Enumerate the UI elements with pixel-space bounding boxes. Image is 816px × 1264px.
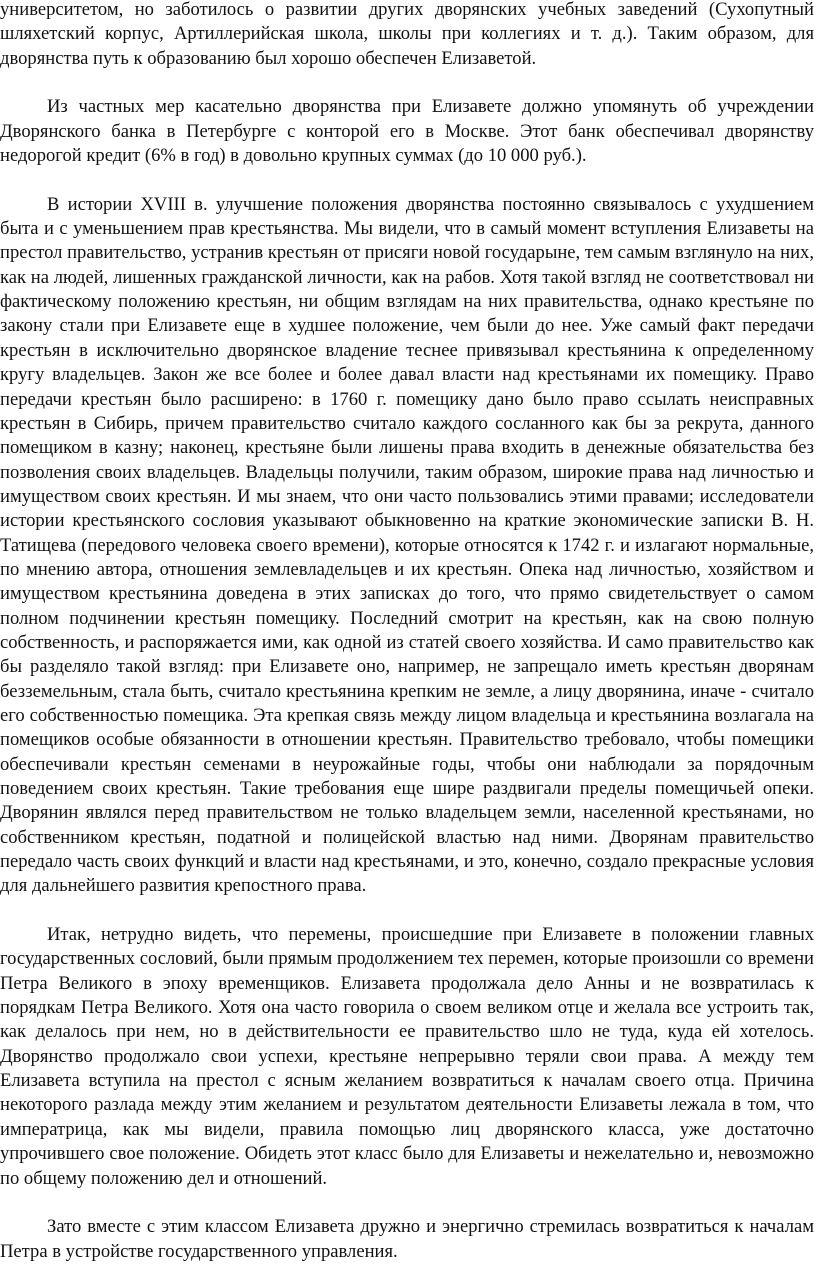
paragraph-peasantry: В истории XVIII в. улучшение положения дворянства постоянно связывалось с ухудшением быта и с уменьшением прав крестьянства. Мы видели, что в самый момент вступления Елизаветы на престол правительство, устранив крестьян от присяги новой государыне, тем самым взглянуло на них, как на людей, лишенных гражданской личности, как на рабов. Хотя такой взгляд не соответствовал ни фактическому положению крестьян, ни общим взглядам на них правительства, однако крестьяне по закону стали при Елизавете еще в худшее положение, чем были до нее. Уже самый факт передачи крестьян в исключительно дворянское владение теснее привязывал крестьянина к определенному кругу владельцев. Закон же все более и более давал власти над крестьянами их помещику. Право передачи крестьян было расширено: в 1760 г. помещику дано было право ссылать неисправных крестьян в Сибирь, причем правительство считало каждого сосланного как бы за рекрута, данного помещиком в казну; наконец, крестьяне были лишены права входить в денежные обязательства без позволения своих владельцев. Владельцы получили, таким образом, широкие права над личностью и имуществом своих крестьян. И мы знаем, что они часто пользовались этими правами; исследователи истории крестьянского сословия указывают обыкновенно на краткие экономические записки В. Н. Татищева (передового человека своего времени), которые относятся к 1742 г. и излагают нормальные, по мнению автора, отношения землевладельцев и их крестьян. Опека над личностью, хозяйством и имуществом крестьянина доведена в этих записках до того, что прямо свидетельствует о самом полном подчинении крестьян помещику. Последний смотрит на крестьян, как на свою полную собственность, и распоряжается ими, как одной из статей своего хозяйства. И само правительство как бы разделяло такой взгляд: при Елизавете оно, например, не запрещало иметь крестьян дворянам безземельным, стала быть, считало крестьянина крепким не земле, а лицу дворянина, иначе - считало его собственностью помещика. Эта крепкая связь между лицом владельца и крестьянина возлагала на помещиков особые обязанности в отношении крестьян. Правительство требовало, чтобы помещики обеспечивали крестьян семенами в неурожайные годы, чтобы они наблюдали за порядочным поведением своих крестьян. Такие требования еще шире раздвигали пределы помещичьей опеки. Дворянин являлся перед правительством не только владельцем земли, населенной крестьянами, но собственником крестьян, податной и полицейской властью над ними. Дворянам правительство передало часть своих функций и власти над крестьянами, и это, конечно, создало прекрасные условия для дальнейшего развития крепостного права.: [0, 193, 815, 897]
paragraph-estates-summary: Итак, нетрудно видеть, что перемены, происшедшие при Елизавете в положении главных государственных сословий, были прямым продолжением тех перемен, которые произошли со времени Петра Великого в эпоху временщиков. Елизавета продолжала дело Анны и не возвратилась к порядкам Петра Великого. Хотя она часто говорила о своем великом отце и желала все устроить так, как делалось при нем, но в действительности ее правительство шло не туда, куда ей хотелось. Дворянство продолжало свои успехи, крестьяне непрерывно теряли свои права. А между тем Елизавета вступила на престол с ясным желанием возвратиться к началам своего отца. Причина некоторого разлада между этим желанием и результатом деятельности Елизаветы лежала в том, что императрица, как мы видели, правила помощью лиц дворянского класса, уже достаточно упрочившего свое положение. Обидеть этот класс было для Елизаветы и нежелательно и, невозможно по общему положению дел и отношений.: [0, 924, 814, 1189]
paragraph-gap: [0, 1191, 814, 1215]
paragraph-gap: [0, 168, 814, 192]
paragraph-education: университетом, но заботилось о развитии других дворянских учебных заведений (Сухопутный шляхетский корпус, Артиллерийская школа, школы при коллегиях и т. д.). Таким образом, для дворянства путь к образованию был хорошо обеспечен Елизаветой.: [0, 0, 814, 69]
paragraph-gap: [0, 899, 814, 923]
paragraph-gap: [0, 71, 814, 95]
paragraph-noble-bank: Из частных мер касательно дворянства при Елизавете должно упомянуть об учреждении Дворянского банка в Петербурге с конторой его в Москве. Этот банк обеспечивал дворянству недорогой кредит (6% в год) в довольно крупных суммах (до 10 000 руб.).: [0, 96, 814, 167]
paragraph-state-administration: Зато вместе с этим классом Елизавета дружно и энергично стремилась возвратиться к началам Петра в устройстве государственного управления.: [0, 1216, 814, 1262]
